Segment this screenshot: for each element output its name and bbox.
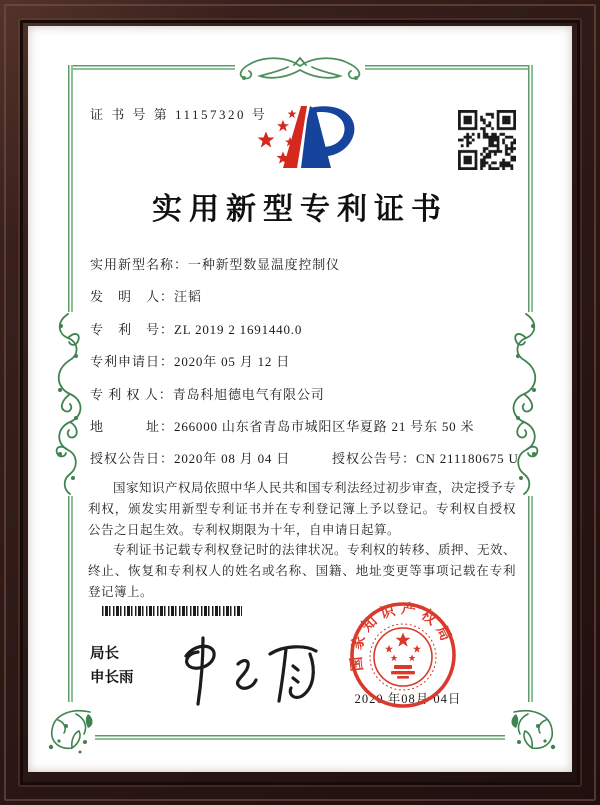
border-right-lower-segment (528, 496, 533, 702)
left-scroll-ornament (46, 312, 90, 501)
official-name: 申长雨 (90, 670, 134, 686)
field-label: 实用新型名称： (90, 257, 189, 272)
certificate-title: 实用新型专利证书 (152, 193, 448, 226)
certificate-number: 证 书 号 第 11157320 号 (90, 107, 268, 122)
national-ip-seal-icon (348, 600, 458, 715)
seal-org-text: 国家知识产权局 (348, 601, 456, 672)
field-list (90, 254, 536, 481)
field-value: ZL 2019 2 1691440.0 (174, 321, 303, 337)
field-label: 专 利 权 人： (90, 386, 173, 402)
qr-code-icon (458, 110, 516, 170)
field-label: 专利申请日： (90, 354, 175, 370)
border-bottom-segment (95, 735, 505, 740)
field-label: 专 利 号： (90, 321, 175, 337)
official-title: 局长 (90, 646, 119, 662)
legal-paragraph-2: 专利证书记载专利权登记时的法律状况。专利权的转移、质押、无效、终止、恢复和专利权人的姓名或名称、国籍、地址变更等事项记载在专利登记簿上。 (88, 543, 517, 599)
cnipa-logo-icon (250, 100, 365, 179)
field-value: 266000 山东省青岛市城阳区华夏路 21 号东 50 米 (174, 418, 475, 434)
field-label: 授权公告日： (90, 451, 175, 467)
seal-date: 2020 年08月 04日 (354, 692, 462, 706)
field-label: 授权公告号： (332, 451, 417, 467)
field-value: 一种新型数显温度控制仪 (188, 257, 340, 272)
border-left-lower-segment (68, 496, 73, 702)
bottom-right-floral-ornament (506, 706, 560, 761)
field-value: 2020年 08 月 04 日 (174, 451, 291, 467)
field-row-inventor (90, 286, 536, 318)
field-label: 发 明 人： (90, 289, 175, 305)
field-value: 汪韬 (174, 289, 202, 305)
legal-paragraph-1: 国家知识产权局依照中华人民共和国专利法经过初步审查，决定授予专利权，颁发实用新型专利证书并在专利登记簿上予以登记。专利权自授权公告之日起生效。专利权期限为十年，自申请日起算。 (88, 481, 517, 537)
field-row-name (90, 254, 536, 286)
field-value: 2020年 05 月 12 日 (174, 354, 291, 370)
top-center-scroll-ornament (230, 50, 370, 91)
barcode-icon (102, 606, 242, 616)
legal-text (88, 478, 516, 603)
bottom-left-floral-ornament (44, 706, 98, 761)
official-block (90, 642, 134, 690)
field-row-filing-date (90, 351, 536, 383)
field-value: 青岛科旭德电气有限公司 (172, 386, 325, 402)
field-value: CN 211180675 U (416, 451, 519, 467)
certificate-paper (28, 26, 572, 772)
field-row-address (90, 416, 536, 448)
field-row-patent-no (90, 319, 536, 351)
field-row-grant (90, 448, 536, 480)
field-row-patentee (90, 384, 536, 416)
field-label: 地 址： (90, 418, 175, 434)
signature-icon (158, 632, 336, 715)
border-top-left-segment (68, 65, 235, 70)
border-top-right-segment (365, 65, 532, 70)
